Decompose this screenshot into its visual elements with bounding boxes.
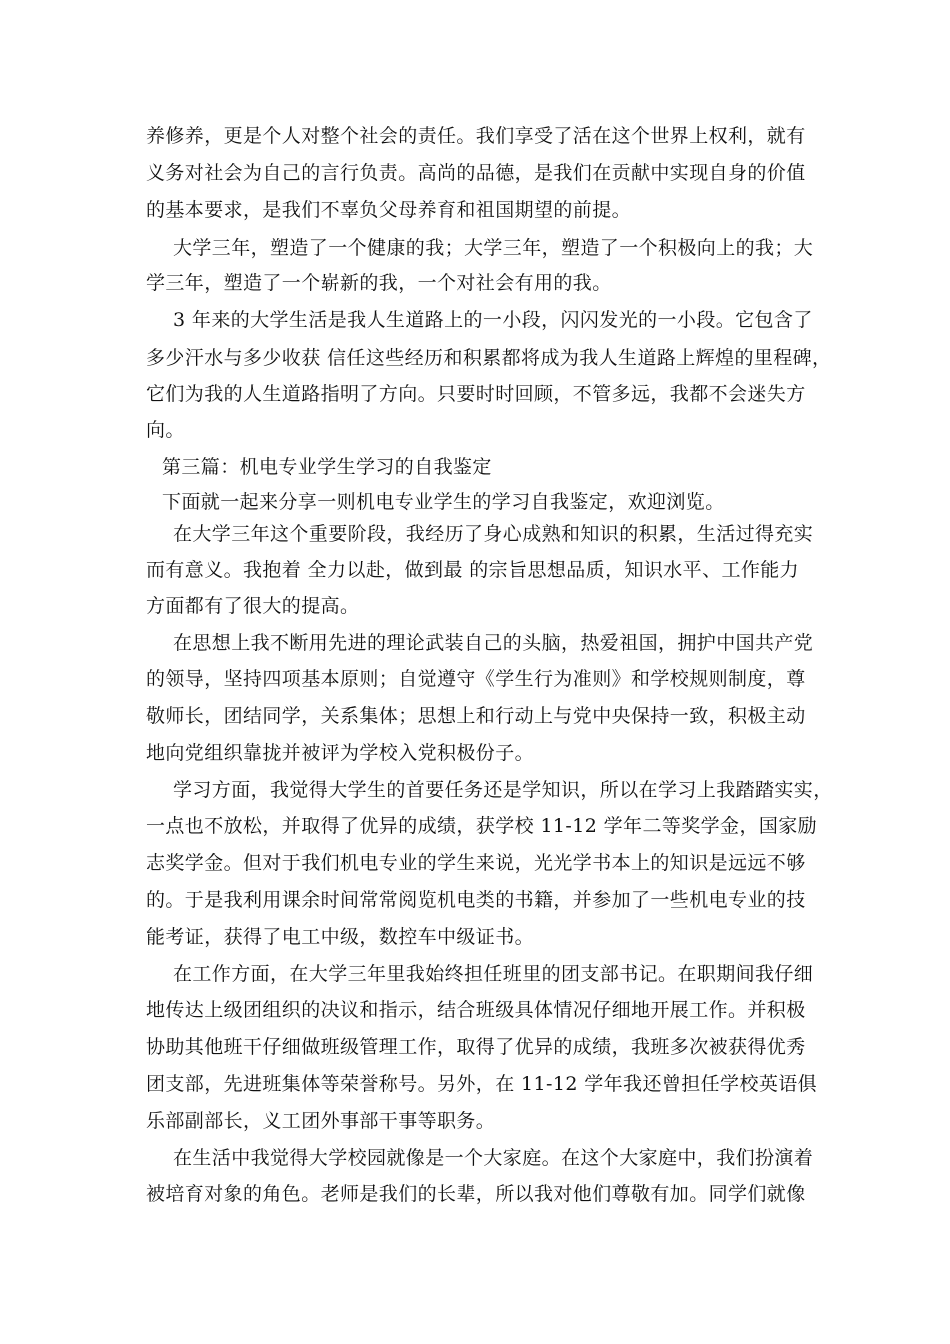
text-line: 而有意义。我抱着 全力以赴，做到最 的宗旨思想品质，知识水平、工作能力 [146, 559, 800, 581]
text-line: 它们为我的人生道路指明了方向。只要时时回顾，不管多远，我都不会迷失方 [146, 383, 806, 405]
text-line: 在思想上我不断用先进的理论武装自己的头脑，热爱祖国，拥护中国共产党 [173, 632, 814, 654]
text-line: 的领导，坚持四项基本原则；自觉遵守《学生行为准则》和学校规则制度，尊 [146, 668, 806, 690]
text-line: 大学三年，塑造了一个健康的我；大学三年，塑造了一个积极向上的我；大 [173, 237, 814, 259]
text-line: 的基本要求，是我们不辜负父母养育和祖国期望的前提。 [146, 199, 632, 221]
text-line: 在工作方面，在大学三年里我始终担任班里的团支部书记。在职期间我仔细 [173, 963, 814, 985]
text-line: 在大学三年这个重要阶段，我经历了身心成熟和知识的积累，生活过得充实 [173, 523, 814, 545]
text-line: 地传达上级团组织的决议和指示，结合班级具体情况仔细地开展工作。并积极 [146, 999, 806, 1021]
section-heading: 第三篇：机电专业学生学习的自我鉴定 [162, 456, 492, 478]
text-line: 下面就一起来分享一则机电专业学生的学习自我鉴定，欢迎浏览。 [162, 491, 725, 513]
text-line: 被培育对象的角色。老师是我们的长辈，所以我对他们尊敬有加。同学们就像 [146, 1183, 806, 1205]
text-line: 学三年，塑造了一个崭新的我，一个对社会有用的我。 [146, 272, 612, 294]
text-line: 学习方面，我觉得大学生的首要任务还是学知识，所以在学习上我踏踏实实， [173, 779, 833, 801]
text-line: 多少汗水与多少收获 信任这些经历和积累都将成为我人生道路上辉煌的里程碑， [146, 347, 832, 369]
text-line: 地向党组织靠拢并被评为学校入党积极份子。 [146, 742, 535, 764]
text-line: 团支部，先进班集体等荣誉称号。另外，在 11-12 学年我还曾担任学校英语俱 [146, 1073, 818, 1095]
text-line: 义务对社会为自己的言行负责。高尚的品德，是我们在贡献中实现自身的价值 [146, 162, 806, 184]
text-line: 协助其他班干仔细做班级管理工作，取得了优异的成绩，我班多次被获得优秀 [146, 1036, 806, 1058]
text-line: 能考证，获得了电工中级，数控车中级证书。 [146, 926, 535, 948]
text-line: 3 年来的大学生活是我人生道路上的一小段，闪闪发光的一小段。它包含了 [173, 309, 813, 331]
text-line: 乐部副部长，义工团外事部干事等职务。 [146, 1110, 496, 1132]
text-line: 在生活中我觉得大学校园就像是一个大家庭。在这个大家庭中，我们扮演着 [173, 1147, 814, 1169]
text-line: 的。于是我利用课余时间常常阅览机电类的书籍，并参加了一些机电专业的技 [146, 889, 806, 911]
text-line: 志奖学金。但对于我们机电专业的学生来说，光光学书本上的知识是远远不够 [146, 852, 806, 874]
text-line: 敬师长，团结同学，关系集体；思想上和行动上与党中央保持一致，积极主动 [146, 705, 806, 727]
text-line: 一点也不放松，并取得了优异的成绩，获学校 11-12 学年二等奖学金，国家励 [146, 815, 818, 837]
text-line: 方面都有了很大的提高。 [146, 595, 360, 617]
text-line: 向。 [146, 419, 185, 441]
text-line: 养修养，更是个人对整个社会的责任。我们享受了活在这个世界上权利，就有 [146, 125, 806, 147]
